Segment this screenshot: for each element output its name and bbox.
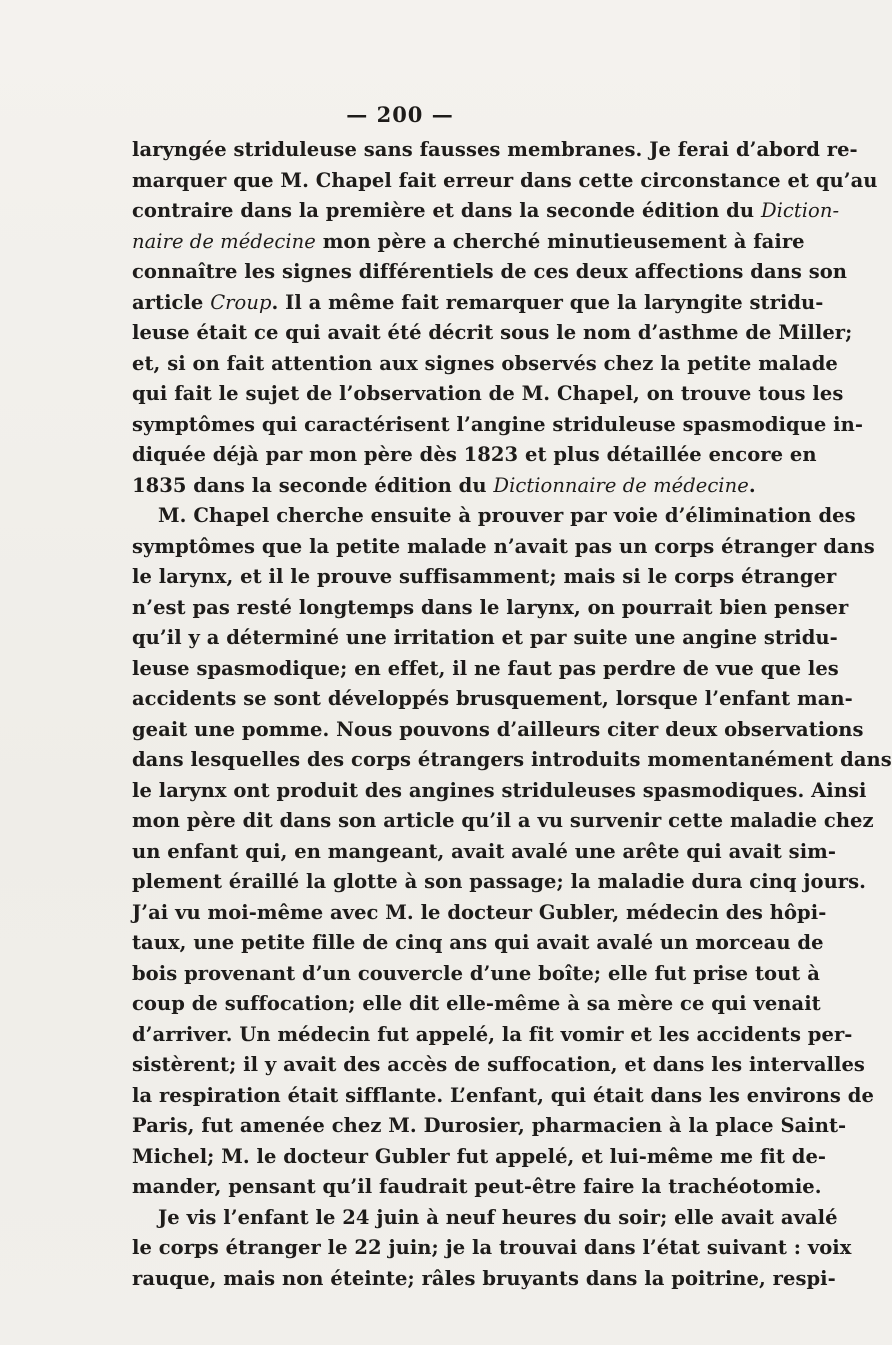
paragraph	[132, 1203, 852, 1295]
text-line: Je vis l’enfant le 24 juin à neuf heures du soir; elle avait avalé	[158, 1205, 838, 1229]
italic-title: naire de médecine	[132, 229, 316, 253]
text-line: un enfant qui, en mangeant, avait avalé une arête qui avait sim-	[132, 839, 836, 863]
text-line: connaître les signes différentiels de ces deux affections dans son	[132, 260, 848, 283]
italic-title: Croup	[210, 290, 272, 314]
text-line: geait une pomme. Nous pouvons d’ailleurs citer deux observations	[132, 717, 864, 741]
text-line: d’arriver. Un médecin fut appelé, la fit vomir et les accidents per-	[132, 1022, 853, 1046]
text-line: leuse était ce qui avait été décrit sous le nom d’asthme de Miller;	[132, 321, 853, 344]
text-line: plement éraillé la glotte à son passage; la maladie dura cinq jours.	[132, 870, 867, 893]
text-line: taux, une petite fille de cinq ans qui avait avalé un morceau de	[132, 931, 824, 954]
text-line: le corps étranger le 22 juin; je la trouvai dans l’état suivant : voix	[132, 1236, 852, 1259]
text-line: marquer que M. Chapel fait erreur dans cette circonstance et qu’au	[132, 168, 878, 192]
text-line: leuse spasmodique; en effet, il ne faut pas perdre de vue que les	[132, 656, 839, 680]
text-line: article Croup. Il a même fait remarquer que la laryngite stridu-	[132, 290, 824, 314]
text-line: Michel; M. le docteur Gubler fut appelé, et lui-même me fit de-	[132, 1144, 827, 1168]
text-line: contraire dans la première et dans la seconde édition du Diction-	[132, 199, 840, 222]
text-line: sistèrent; il y avait des accès de suffocation, et dans les intervalles	[132, 1053, 865, 1076]
text-line: Paris, fut amenée chez M. Durosier, pharmacien à la place Saint-	[132, 1114, 847, 1137]
text-line: mander, pensant qu’il faudrait peut-être faire la trachéotomie.	[132, 1175, 822, 1198]
text-line: la respiration était sifflante. L’enfant, qui était dans les environs de	[132, 1083, 874, 1107]
text-line: M. Chapel cherche ensuite à prouver par voie d’élimination des	[158, 504, 856, 527]
text-line: accidents se sont développés brusquement, lorsque l’enfant man-	[132, 687, 853, 710]
paragraph	[132, 501, 892, 1203]
text-line: et, si on fait attention aux signes observés chez la petite malade	[132, 351, 838, 375]
text-line: naire de médecine mon père a cherché minutieusement à faire	[132, 229, 805, 253]
text-line: symptômes qui caractérisent l’angine striduleuse spasmodique in-	[132, 412, 864, 436]
text-line: le larynx ont produit des angines striduleuses spasmodiques. Ainsi	[132, 778, 867, 802]
italic-title: Diction-	[760, 199, 840, 222]
text-line: dans lesquelles des corps étrangers introduits momentanément dans	[132, 748, 892, 771]
body-text	[132, 135, 892, 1294]
page-number: — 200 —	[346, 102, 454, 127]
text-line: bois provenant d’un couvercle d’une boîte; elle fut prise tout à	[132, 961, 820, 985]
italic-title: Dictionnaire de médecine	[493, 473, 749, 497]
text-line: le larynx, et il le prouve suffisamment; mais si le corps étranger	[132, 565, 837, 588]
paragraph	[132, 135, 878, 501]
text-line: qu’il y a déterminé une irritation et par suite une angine stridu-	[132, 626, 838, 649]
text-line: 1835 dans la seconde édition du Dictionnaire de médecine.	[132, 473, 756, 497]
text-line: symptômes que la petite malade n’avait pas un corps étranger dans	[132, 534, 875, 558]
text-line: diquée déjà par mon père dès 1823 et plus détaillée encore en	[132, 443, 817, 466]
text-line: mon père dit dans son article qu’il a vu survenir cette maladie chez	[132, 809, 874, 832]
text-line: J’ai vu moi-même avec M. le docteur Gubler, médecin des hôpi-	[132, 900, 827, 924]
text-line: laryngée striduleuse sans fausses membranes. Je ferai d’abord re-	[132, 138, 858, 161]
text-line: qui fait le sujet de l’observation de M. Chapel, on trouve tous les	[132, 382, 844, 405]
text-line: rauque, mais non éteinte; râles bruyants dans la poitrine, respi-	[132, 1266, 836, 1290]
text-line: n’est pas resté longtemps dans le larynx, on pourrait bien penser	[132, 595, 849, 619]
text-line: coup de suffocation; elle dit elle-même à sa mère ce qui venait	[132, 992, 821, 1015]
